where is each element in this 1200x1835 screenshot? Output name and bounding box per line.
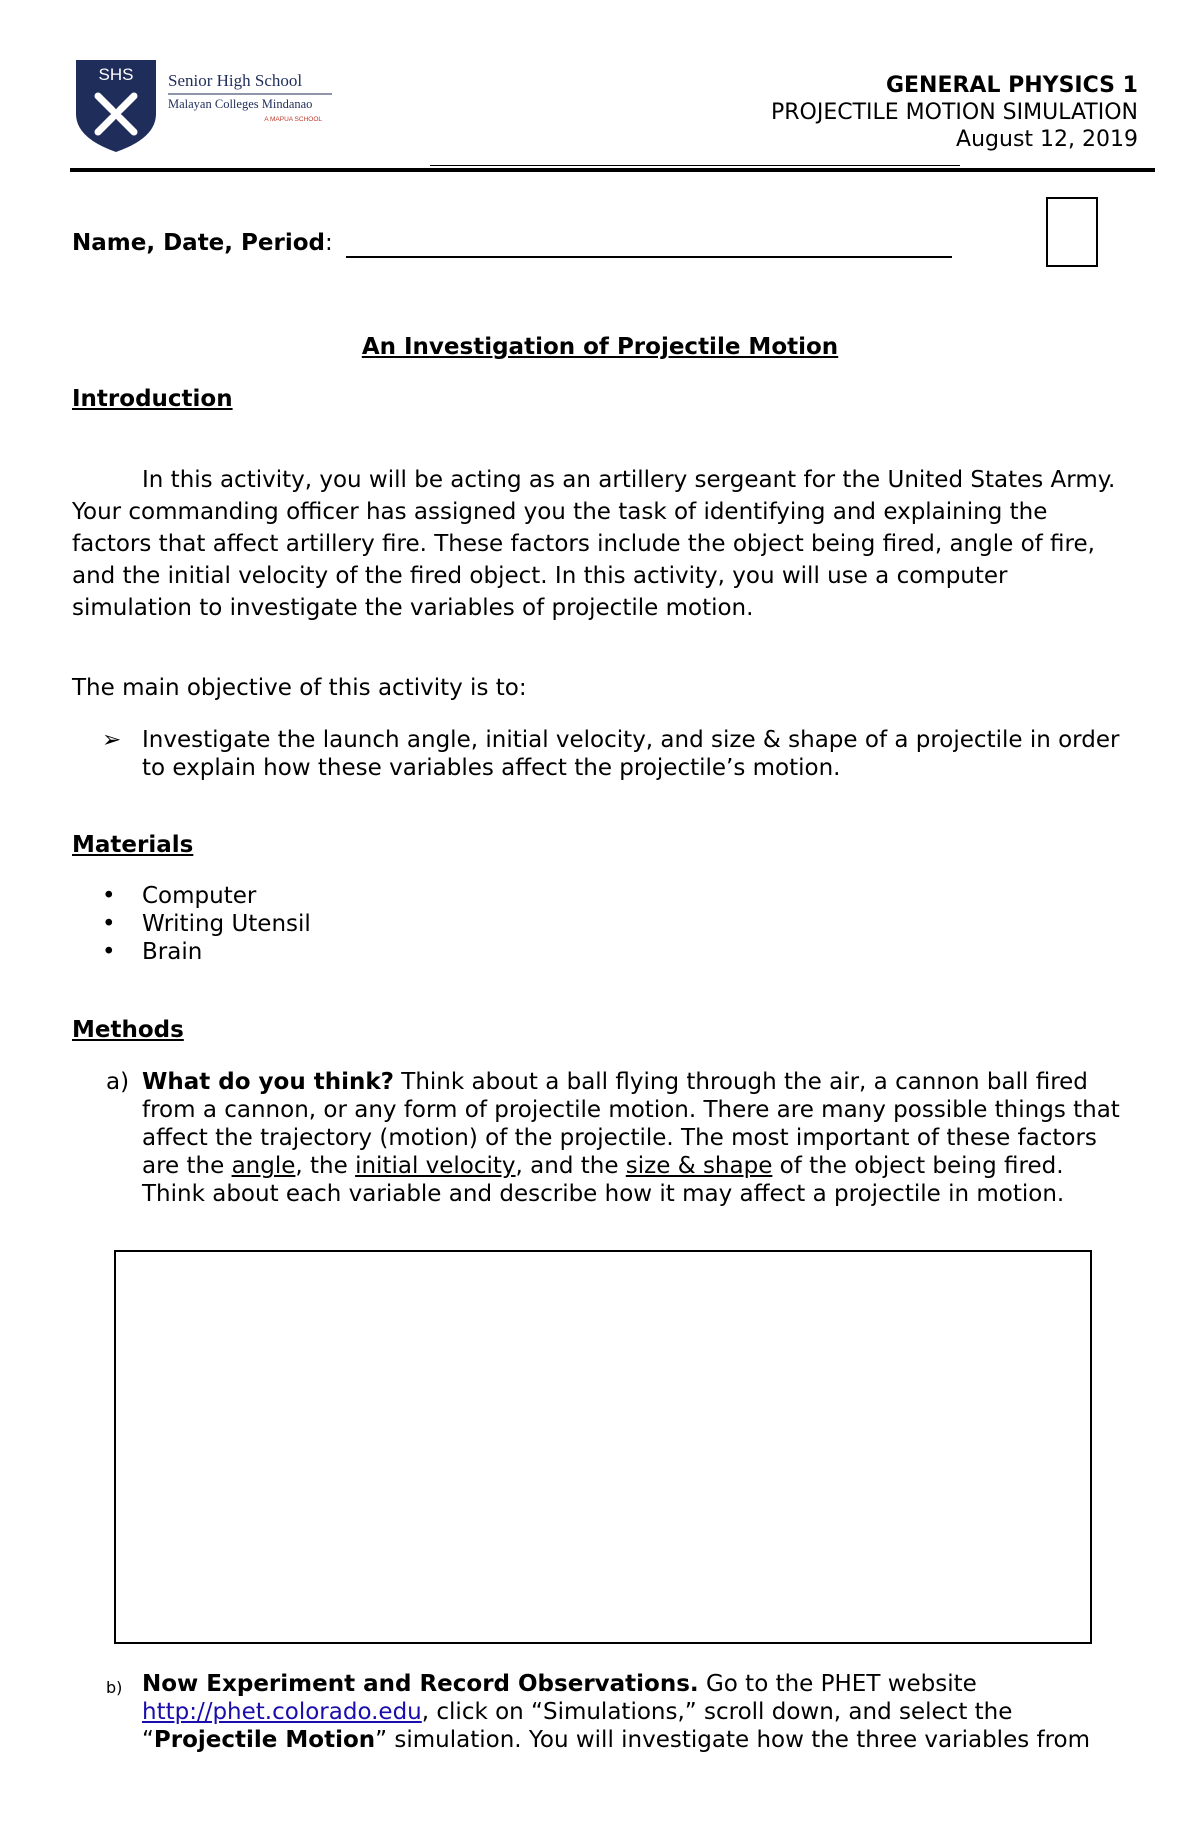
document-title: An Investigation of Projectile Motion: [361, 334, 839, 360]
list-item: [72, 1670, 1132, 1754]
underlined-angle: angle: [231, 1153, 296, 1179]
material-item: Computer: [142, 883, 257, 909]
materials-heading: Materials: [72, 832, 194, 858]
header-rule-thin: [430, 165, 960, 166]
item-a-text: , the: [295, 1153, 356, 1179]
methods-heading: Methods: [72, 1017, 184, 1043]
item-marker: b): [106, 1678, 123, 1697]
arrow-bullet-icon: ➢: [102, 727, 122, 753]
name-date-period-field[interactable]: [346, 256, 952, 258]
methods-item-a: [72, 1068, 1132, 1208]
underlined-initial-velocity: initial velocity: [355, 1153, 516, 1179]
header-rule: [70, 168, 1155, 172]
list-item: [72, 1068, 1132, 1208]
objective-list: [72, 726, 1132, 782]
answer-box[interactable]: [114, 1250, 1092, 1644]
logo-line2: Malayan Colleges Mindanao: [168, 97, 313, 111]
item-a-bold: What do you think?: [142, 1069, 394, 1095]
logo-badge-text: SHS: [98, 65, 134, 84]
course-title: GENERAL PHYSICS 1: [885, 73, 1138, 98]
logo-line1: Senior High School: [168, 71, 303, 90]
activity-date: August 12, 2019: [956, 127, 1138, 152]
materials-list: [72, 882, 1132, 966]
objective-text: Investigate the launch angle, initial velocity, and size & shape of a projectile in order to explain how these variables affect the projectile’s motion.: [142, 727, 1120, 781]
item-a-text: , and the: [515, 1153, 626, 1179]
school-logo: [72, 56, 372, 156]
material-item: Writing Utensil: [142, 911, 311, 937]
material-item: Brain: [142, 939, 203, 965]
methods-item-b: [72, 1670, 1132, 1754]
bullet-icon: •: [102, 911, 116, 937]
item-b-text: , click on “Simulations,” scroll down, and select the “: [142, 1699, 1013, 1753]
item-a-text: of the object being fired. Think about each variable and describe how it may affect a projectile in motion.: [142, 1153, 1065, 1207]
item-b-text: Go to the PHET website: [698, 1671, 977, 1697]
bullet-icon: •: [102, 939, 116, 965]
list-item: [72, 910, 1132, 938]
name-date-period-label: [72, 230, 333, 256]
objective-lead: The main objective of this activity is to:: [72, 675, 527, 701]
phet-link[interactable]: http://phet.colorado.edu: [142, 1699, 422, 1725]
item-b-text: ” simulation. You will investigate how the three variables from: [375, 1727, 1091, 1753]
introduction-heading: Introduction: [72, 386, 233, 412]
bullet-icon: •: [102, 883, 116, 909]
underlined-size-shape: size & shape: [625, 1153, 773, 1179]
activity-subtitle: PROJECTILE MOTION SIMULATION: [770, 100, 1138, 125]
grade-box[interactable]: [1046, 197, 1098, 267]
logo-line3: A MAPUA SCHOOL: [264, 116, 322, 123]
item-marker: a): [106, 1069, 130, 1095]
introduction-paragraph: [72, 464, 1132, 624]
name-label-text: Name, Date, Period: [72, 230, 325, 256]
list-item: [72, 882, 1132, 910]
list-item: [72, 726, 1132, 782]
name-label-colon: :: [324, 230, 333, 256]
item-b-bold: Now Experiment and Record Observations.: [142, 1671, 699, 1697]
item-a-text: Think about a ball flying through the air, a cannon ball fired from a cannon, or any form of projectile motion. There are many possible things that affect the trajectory (motion) of the projectile. The most important of these factors are the: [142, 1069, 1120, 1179]
list-item: [72, 938, 1132, 966]
shield-logo-icon: [72, 56, 372, 156]
introduction-text: In this activity, you will be acting as an artillery sergeant for the United States Army. Your commanding officer has assigned you the task of identifying and explaining the factors that affect artillery fire. These factors include the object being fired, angle of fire, and the initial velocity of the fired object. In this activity, you will use a computer simulation to investigate the variables of projectile motion.: [72, 467, 1116, 621]
simulation-name: Projectile Motion: [153, 1727, 376, 1753]
